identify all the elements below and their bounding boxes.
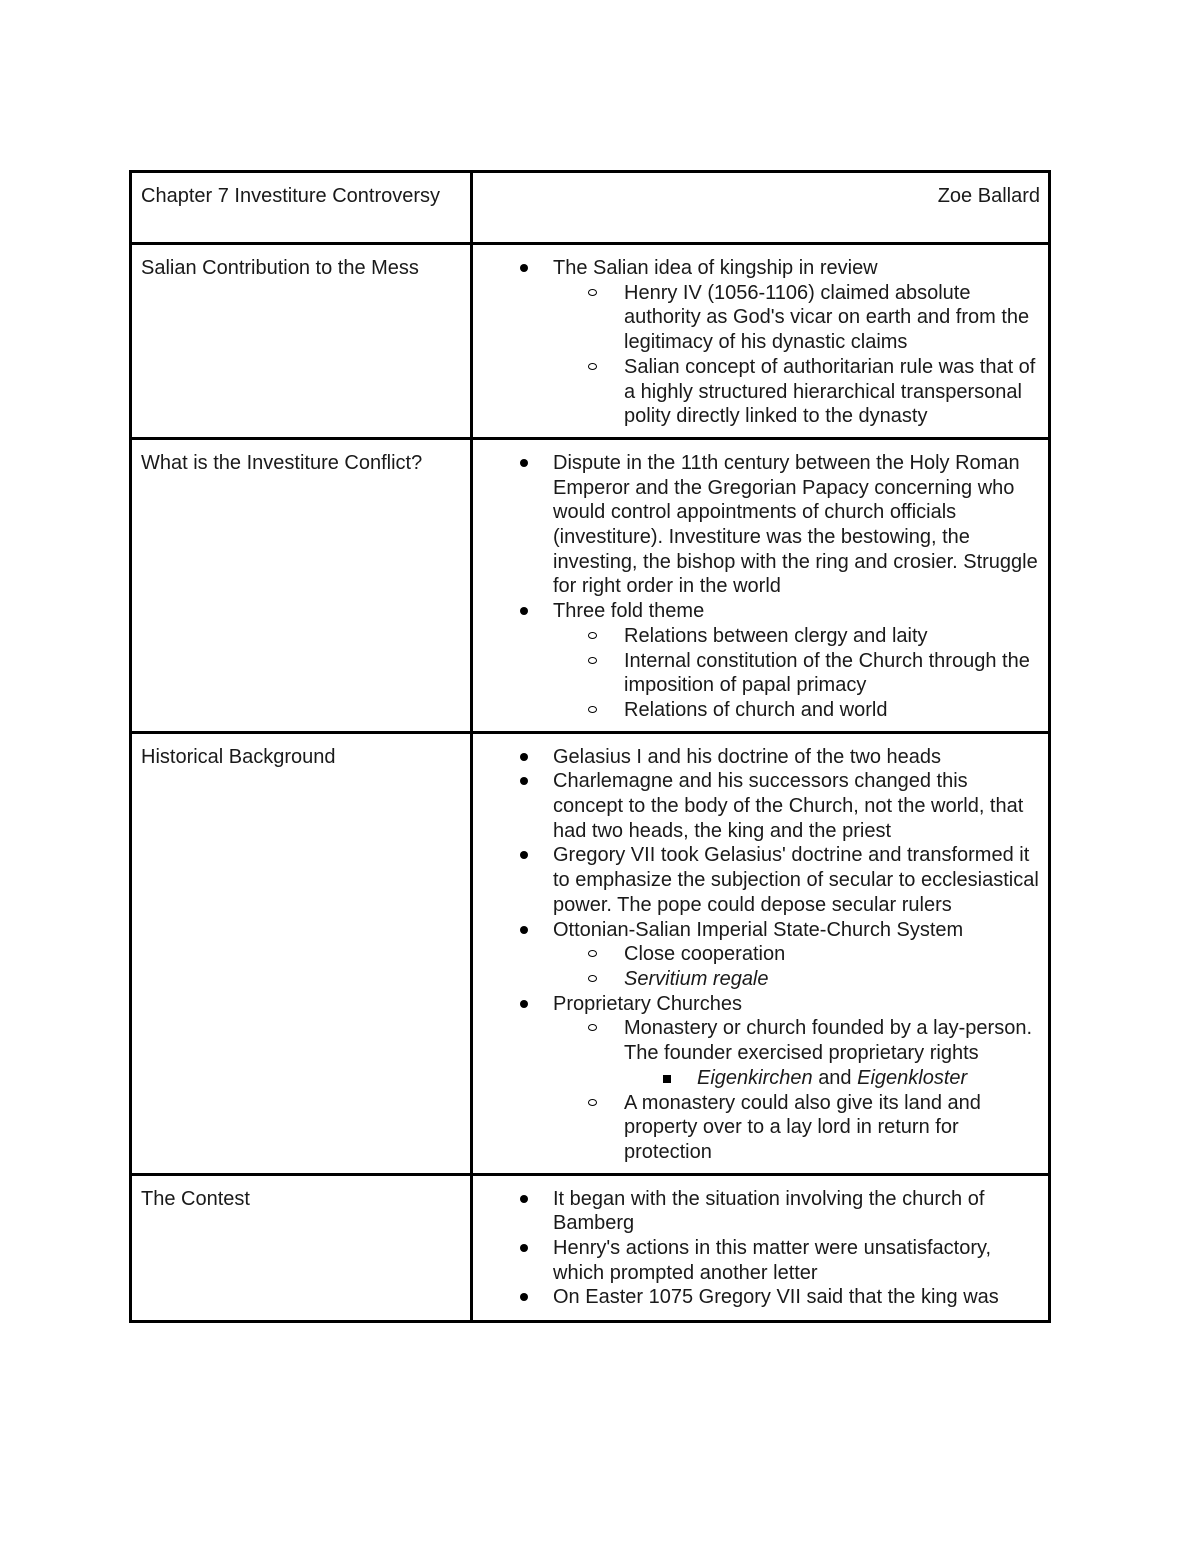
list-item: A monastery could also give its land and property over to a lay lord in return for protection (553, 1091, 1040, 1165)
list-item: Salian concept of authoritarian rule was that of a highly structured hierarchical transpersonal polity directly linked to the dynasty (553, 355, 1040, 429)
filled-bullet-icon (520, 753, 528, 761)
hollow-bullet-icon (588, 1099, 597, 1106)
hollow-bullet-icon (588, 950, 597, 957)
topic-label: What is the Investiture Conflict? (141, 451, 423, 474)
filled-bullet-icon (520, 1293, 528, 1301)
sub-bullet-list (553, 1016, 1040, 1164)
notes-cell (472, 244, 1050, 439)
table-row (131, 244, 1050, 439)
sub-sub-bullet-list (624, 1066, 1040, 1091)
author-name: Zoe Ballard (937, 185, 1040, 207)
square-bullet-icon (663, 1075, 671, 1083)
list-item: Eigenkirchen and Eigenkloster (624, 1066, 1040, 1091)
list-item: Relations of church and world (553, 698, 1040, 723)
list-item: Gelasius I and his doctrine of the two heads (482, 745, 1040, 770)
filled-bullet-icon (520, 459, 528, 467)
hollow-bullet-icon (588, 363, 597, 370)
filled-bullet-icon (520, 1244, 528, 1252)
filled-bullet-icon (520, 607, 528, 615)
hollow-bullet-icon (588, 706, 597, 713)
table-row (131, 1174, 1050, 1321)
hollow-bullet-icon (588, 289, 597, 296)
notes-cell (472, 438, 1050, 732)
bullet-list (482, 745, 1040, 1165)
notes-table (129, 170, 1051, 1323)
filled-bullet-icon (520, 1000, 528, 1008)
list-item: Proprietary Churches Monastery or church founded by a lay-person. The founder exercised proprietary rights Eigenkirchen and Eigenkloster A monastery could also give its land and property over to a lay lord in return for protection (482, 992, 1040, 1165)
topic-cell (131, 1174, 472, 1321)
list-item: Gregory VII took Gelasius' doctrine and transformed it to emphasize the subjection of secular to ecclesiastical power. The pope could depose secular rulers (482, 843, 1040, 917)
filled-bullet-icon (520, 264, 528, 272)
list-item: Dispute in the 11th century between the Holy Roman Emperor and the Gregorian Papacy concerning who would control appointments of church officials (investiture). Investiture was the bestowing, the investing, the bishop with the ring and crosier. Struggle for right order in the world (482, 451, 1040, 599)
list-item: Three fold theme Relations between clergy and laity Internal constitution of the Church through the imposition of papal primacy Relations of church and world (482, 599, 1040, 723)
list-item: It began with the situation involving the church of Bamberg (482, 1187, 1040, 1236)
chapter-title: Chapter 7 Investiture Controversy (141, 185, 441, 207)
sub-bullet-list (553, 942, 1040, 991)
filled-bullet-icon (520, 851, 528, 859)
filled-bullet-icon (520, 926, 528, 934)
topic-cell (131, 244, 472, 439)
list-item: Ottonian-Salian Imperial State-Church System Close cooperation Servitium regale (482, 918, 1040, 992)
list-item: On Easter 1075 Gregory VII said that the king was (482, 1285, 1040, 1310)
filled-bullet-icon (520, 1195, 528, 1203)
author-cell (472, 172, 1050, 244)
list-item: Monastery or church founded by a lay-person. The founder exercised proprietary rights Eigenkirchen and Eigenkloster (553, 1016, 1040, 1090)
list-item: Henry IV (1056-1106) claimed absolute authority as God's vicar on earth and from the legitimacy of his dynastic claims (553, 281, 1040, 355)
bullet-list (482, 451, 1040, 723)
notes-cell (472, 1174, 1050, 1321)
sub-bullet-list (553, 281, 1040, 429)
list-item: Servitium regale (553, 967, 1040, 992)
topic-label: The Contest (141, 1187, 250, 1210)
table-row (131, 732, 1050, 1174)
hollow-bullet-icon (588, 657, 597, 664)
table-row-header (131, 172, 1050, 244)
bullet-list (482, 256, 1040, 429)
list-item: Internal constitution of the Church through the imposition of papal primacy (553, 649, 1040, 698)
list-item: The Salian idea of kingship in review Henry IV (1056-1106) claimed absolute authority as God's vicar on earth and from the legitimacy of his dynastic claims Salian concept of authoritarian rule was that of a highly structured hierarchical transpersonal polity directly linked to the dynasty (482, 256, 1040, 429)
hollow-bullet-icon (588, 1024, 597, 1031)
topic-cell (131, 438, 472, 732)
topic-label: Historical Background (141, 745, 336, 768)
hollow-bullet-icon (588, 975, 597, 982)
topic-cell (131, 732, 472, 1174)
list-item: Charlemagne and his successors changed this concept to the body of the Church, not the world, that had two heads, the king and the priest (482, 769, 1040, 843)
list-item: Relations between clergy and laity (553, 624, 1040, 649)
notes-cell (472, 732, 1050, 1174)
topic-label: Salian Contribution to the Mess (141, 257, 419, 279)
filled-bullet-icon (520, 777, 528, 785)
table-row (131, 438, 1050, 732)
list-item: Close cooperation (553, 942, 1040, 967)
sub-bullet-list (553, 624, 1040, 723)
chapter-title-cell (131, 172, 472, 244)
list-item: Henry's actions in this matter were unsatisfactory, which prompted another letter (482, 1236, 1040, 1285)
hollow-bullet-icon (588, 632, 597, 639)
bullet-list (482, 1187, 1040, 1311)
